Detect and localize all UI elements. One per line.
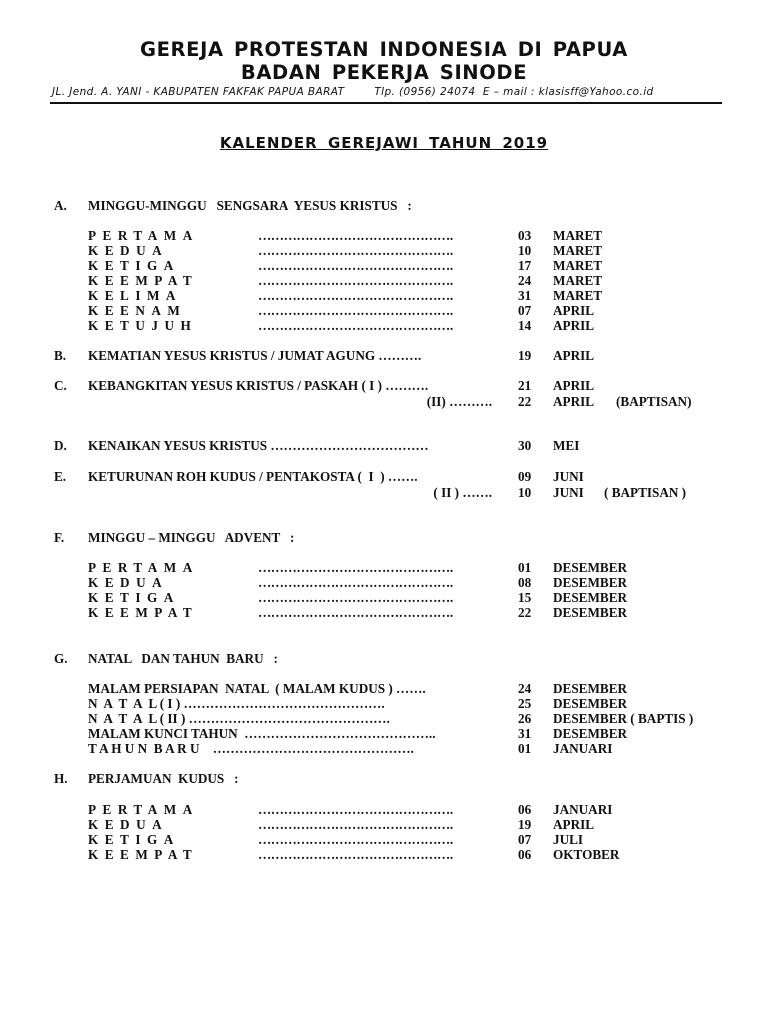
list-item	[0, 243, 768, 259]
document-title-text: KALENDER GEREJAWI TAHUN 2019	[219, 134, 549, 152]
list-item	[0, 258, 768, 274]
item-month: JUNI	[553, 485, 584, 500]
item-label: N A T A L ( II ) ……………………………………….	[88, 711, 390, 726]
leader-dots: ……………………………………….	[258, 288, 453, 303]
item-label: KEDUA	[88, 575, 169, 590]
item-month: APRIL	[553, 394, 595, 409]
item-month: MARET	[553, 243, 603, 258]
leader-dots: ……………………………………….	[258, 560, 453, 575]
item-month: DESEMBER	[553, 681, 628, 696]
section-letter: B.	[54, 348, 67, 363]
item-date: 10	[518, 485, 532, 500]
item-month: MARET	[553, 228, 603, 243]
section-letter: D.	[54, 438, 67, 453]
item-month: APRIL	[553, 318, 595, 333]
list-item	[0, 726, 768, 742]
section-a-heading	[0, 198, 768, 214]
item-month: OKTOBER	[553, 847, 620, 862]
item-date: 30	[518, 438, 532, 453]
list-item	[0, 817, 768, 833]
leader-dots: ……………………………………….	[258, 273, 453, 288]
section-e-second-row	[0, 485, 768, 501]
section-title: KEBANGKITAN YESUS KRISTUS / PASKAH ( I ) ……….	[88, 378, 429, 393]
list-item	[0, 832, 768, 848]
list-item	[0, 303, 768, 319]
item-note: ( BAPTISAN )	[604, 485, 687, 500]
item-date: 19	[518, 817, 532, 832]
section-f-heading	[0, 530, 768, 546]
list-item	[0, 575, 768, 591]
item-date: 26	[518, 711, 532, 726]
item-label: N A T A L ( I ) ……………………………………….	[88, 696, 385, 711]
item-month: APRIL	[553, 348, 595, 363]
item-month: MEI	[553, 438, 580, 453]
address-line: JL. Jend. A. YANI - KABUPATEN FAKFAK PAPUA BARAT Tlp. (0956) 24074 E – mail : klasisff@Yahoo.co.id	[52, 86, 654, 98]
item-date: 24	[518, 681, 532, 696]
item-label: KETIGA	[88, 258, 180, 273]
item-date: 06	[518, 847, 532, 862]
section-title: KEMATIAN YESUS KRISTUS / JUMAT AGUNG ……….	[88, 348, 422, 363]
item-month: DESEMBER ( BAPTIS )	[553, 711, 694, 726]
item-date: 15	[518, 590, 532, 605]
item-label: ( II ) …….	[433, 485, 492, 500]
org-body: BADAN PEKERJA SINODE	[240, 61, 528, 84]
item-month: DESEMBER	[553, 696, 628, 711]
section-letter: E.	[54, 469, 67, 484]
leader-dots: ……………………………………….	[258, 258, 453, 273]
section-d-row	[0, 438, 768, 454]
item-date: 01	[518, 560, 532, 575]
item-label: KEDUA	[88, 243, 169, 258]
item-label: KETUJUH	[88, 318, 198, 333]
item-date: 17	[518, 258, 532, 273]
leader-dots: ……………………………………….	[258, 590, 453, 605]
item-date: 21	[518, 378, 532, 393]
leader-dots: ……………………………………….	[258, 605, 453, 620]
document-title	[0, 134, 768, 152]
section-b-row	[0, 348, 768, 364]
leader-dots: ……………………………………….	[258, 575, 453, 590]
item-label: PERTAMA	[88, 228, 199, 243]
item-label: (II) ……….	[426, 394, 492, 409]
section-letter: G.	[54, 651, 68, 666]
item-month: APRIL	[553, 378, 595, 393]
list-item	[0, 560, 768, 576]
item-date: 19	[518, 348, 532, 363]
item-label: KETIGA	[88, 590, 180, 605]
list-item	[0, 605, 768, 621]
item-note: (BAPTISAN)	[616, 394, 692, 409]
list-item	[0, 696, 768, 712]
item-label: T A H U N B A R U ……………………………………….	[88, 741, 414, 756]
item-month: DESEMBER	[553, 726, 628, 741]
item-label: PERTAMA	[88, 560, 199, 575]
item-month: JULI	[553, 832, 584, 847]
section-h-heading	[0, 771, 768, 787]
item-label: KEENAM	[88, 303, 187, 318]
item-month: JUNI	[553, 469, 584, 484]
item-month: APRIL	[553, 303, 595, 318]
item-date: 06	[518, 802, 532, 817]
item-month: MARET	[553, 273, 603, 288]
item-month: DESEMBER	[553, 590, 628, 605]
section-letter: H.	[54, 771, 68, 786]
item-month: DESEMBER	[553, 575, 628, 590]
list-item	[0, 741, 768, 757]
list-item	[0, 847, 768, 863]
item-month: MARET	[553, 258, 603, 273]
leader-dots: ……………………………………….	[258, 802, 453, 817]
section-g-heading	[0, 651, 768, 667]
section-title: PERJAMUAN KUDUS :	[88, 771, 239, 786]
leader-dots: ……………………………………….	[258, 243, 453, 258]
item-date: 25	[518, 696, 532, 711]
item-date: 07	[518, 303, 532, 318]
section-letter: A.	[54, 198, 67, 213]
list-item	[0, 711, 768, 727]
list-item	[0, 318, 768, 334]
item-label: MALAM PERSIAPAN NATAL ( MALAM KUDUS ) …….	[88, 681, 426, 696]
item-label: KEDUA	[88, 817, 169, 832]
leader-dots: ……………………………………….	[258, 228, 453, 243]
item-label: KEEMPAT	[88, 273, 199, 288]
item-label: MALAM KUNCI TAHUN ……………………………………..	[88, 726, 436, 741]
list-item	[0, 681, 768, 697]
leader-dots: ……………………………………….	[258, 303, 453, 318]
item-date: 03	[518, 228, 532, 243]
item-date: 22	[518, 605, 532, 620]
item-month: JANUARI	[553, 741, 613, 756]
item-month: MARET	[553, 288, 603, 303]
item-date: 08	[518, 575, 532, 590]
item-date: 14	[518, 318, 532, 333]
item-date: 10	[518, 243, 532, 258]
item-label: KEEMPAT	[88, 847, 199, 862]
item-month: JANUARI	[553, 802, 613, 817]
list-item	[0, 590, 768, 606]
item-date: 22	[518, 394, 532, 409]
section-letter: C.	[54, 378, 67, 393]
leader-dots: ……………………………………….	[258, 847, 453, 862]
list-item	[0, 273, 768, 289]
item-month: APRIL	[553, 817, 595, 832]
item-label: KELIMA	[88, 288, 182, 303]
section-title: NATAL DAN TAHUN BARU :	[88, 651, 278, 666]
section-title: MINGGU – MINGGU ADVENT :	[88, 530, 295, 545]
list-item	[0, 228, 768, 244]
section-title: MINGGU-MINGGU SENGSARA YESUS KRISTUS :	[88, 198, 412, 213]
section-title: KENAIKAN YESUS KRISTUS ………………………………	[88, 438, 429, 453]
item-date: 07	[518, 832, 532, 847]
item-date: 09	[518, 469, 532, 484]
section-letter: F.	[54, 530, 65, 545]
item-date: 31	[518, 726, 532, 741]
item-label: KEEMPAT	[88, 605, 199, 620]
list-item	[0, 288, 768, 304]
item-month: DESEMBER	[553, 605, 628, 620]
item-label: KETIGA	[88, 832, 180, 847]
item-label: PERTAMA	[88, 802, 199, 817]
item-date: 31	[518, 288, 532, 303]
section-c-second-row	[0, 394, 768, 410]
header-divider	[50, 102, 722, 104]
leader-dots: ……………………………………….	[258, 832, 453, 847]
section-e-row	[0, 469, 768, 485]
org-name: GEREJA PROTESTAN INDONESIA DI PAPUA	[140, 38, 628, 61]
list-item	[0, 802, 768, 818]
leader-dots: ……………………………………….	[258, 318, 453, 333]
section-c-row	[0, 378, 768, 394]
section-title: KETURUNAN ROH KUDUS / PENTAKOSTA ( I ) …….	[88, 469, 418, 484]
item-date: 01	[518, 741, 532, 756]
item-month: DESEMBER	[553, 560, 628, 575]
leader-dots: ……………………………………….	[258, 817, 453, 832]
item-date: 24	[518, 273, 532, 288]
